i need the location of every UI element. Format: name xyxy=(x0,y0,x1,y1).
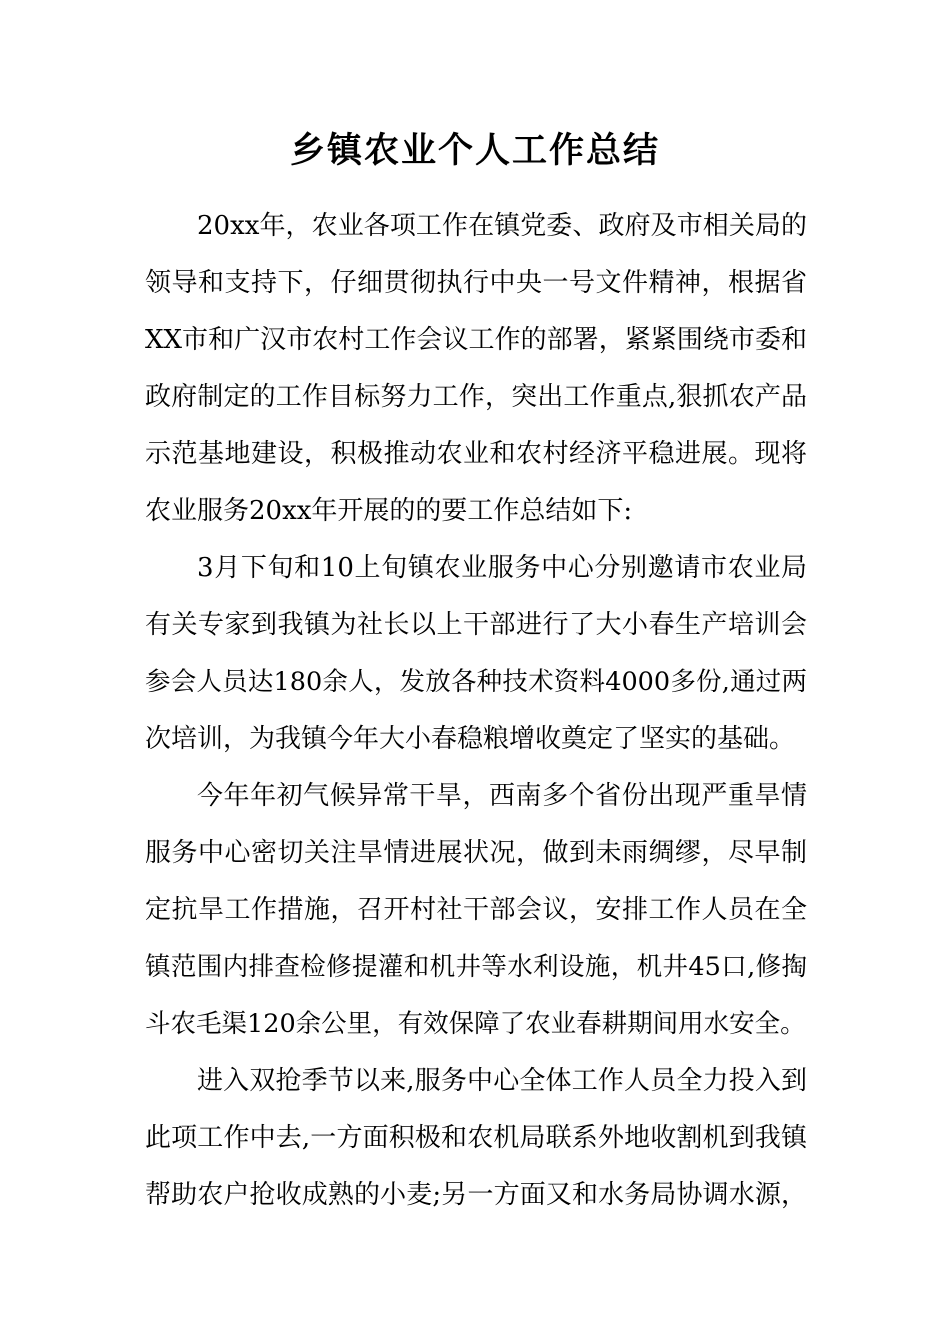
text-line: 示范基地建设，积极推动农业和农村经济平稳进展。现将 xyxy=(145,439,807,469)
text-line: 3月下旬和10上旬镇农业服务中心分别邀请市农业局 xyxy=(197,553,807,583)
document-title: 乡镇农业个人工作总结 xyxy=(289,130,660,171)
paragraph xyxy=(145,1053,807,1224)
text-line: 农业服务20xx年开展的的要工作总结如下: xyxy=(145,496,633,526)
text-line: XX市和广汉市农村工作会议工作的部署，紧紧围绕市委和 xyxy=(145,325,807,355)
text-line: 参会人员达180余人，发放各种技术资料4000多份,通过两 xyxy=(145,667,807,697)
text-line: 服务中心密切关注旱情进展状况，做到未雨绸缪，尽早制 xyxy=(145,838,807,868)
text-line: 领导和支持下，仔细贯彻执行中央一号文件精神，根据省 xyxy=(145,268,807,298)
text-line: 有关专家到我镇为社长以上干部进行了大小春生产培训会 xyxy=(145,610,807,640)
text-line: 斗农毛渠120余公里，有效保障了农业春耕期间用水安全。 xyxy=(145,1009,806,1039)
text-line: 定抗旱工作措施，召开村社干部会议，安排工作人员在全 xyxy=(145,895,807,925)
paragraph xyxy=(145,540,807,768)
text-line: 次培训，为我镇今年大小春稳粮增收奠定了坚实的基础。 xyxy=(145,724,796,754)
text-line: 镇范围内排查检修提灌和机井等水利设施，机井45口,修掏 xyxy=(145,952,807,982)
text-line: 今年年初气候异常干旱，西南多个省份出现严重旱情 xyxy=(197,781,807,811)
text-line: 政府制定的工作目标努力工作，突出工作重点,狠抓农产品 xyxy=(145,382,807,412)
paragraph xyxy=(145,768,807,1053)
text-line: 进入双抢季节以来,服务中心全体工作人员全力投入到 xyxy=(197,1066,807,1096)
text-line: 此项工作中去,一方面积极和农机局联系外地收割机到我镇 xyxy=(145,1123,807,1153)
text-line: 20xx年，农业各项工作在镇党委、政府及市相关局的 xyxy=(197,211,807,241)
document-body xyxy=(145,198,807,1224)
text-line: 帮助农户抢收成熟的小麦;另一方面又和水务局协调水源， xyxy=(145,1180,807,1210)
paragraph xyxy=(145,198,807,540)
